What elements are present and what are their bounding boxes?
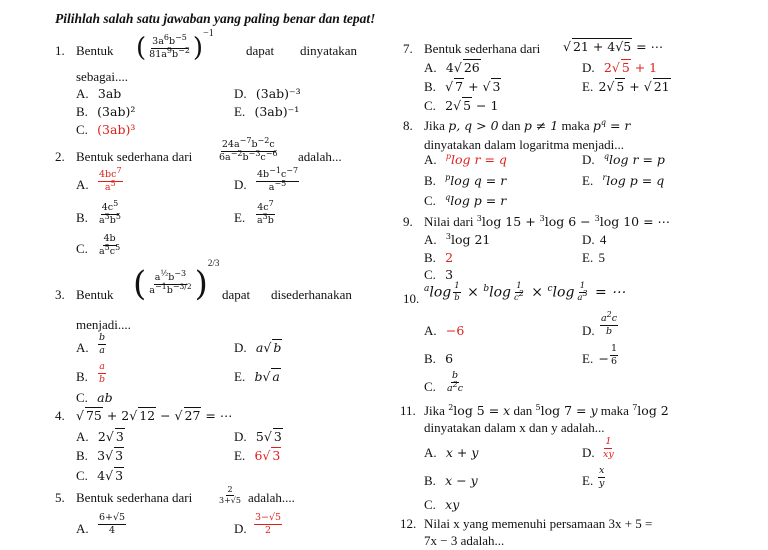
- q9-option-d[interactable]: [582, 233, 606, 247]
- q8-option-a[interactable]: A. $^p$log r = q: [424, 151, 507, 167]
- option-letter: A.: [76, 86, 89, 101]
- q11-text-c: maka: [600, 403, 629, 418]
- option-value: (3ab)²: [97, 104, 136, 119]
- q1-text-c: dinyatakan: [300, 43, 358, 58]
- q1-option-e[interactable]: [234, 105, 299, 119]
- q11-option-e[interactable]: [582, 474, 593, 488]
- q1-number: 1.: [55, 43, 65, 58]
- q3-option-e[interactable]: E. b√ a: [234, 369, 280, 384]
- option-value: (3ab)⁻³: [255, 86, 301, 101]
- q4-expression: √ 75 + 2√ 12 − √ 27 = ⋯: [76, 408, 233, 423]
- q2-option-b[interactable]: [76, 211, 88, 225]
- q11-number: 11.: [400, 403, 416, 418]
- q10-option-e[interactable]: E. −: [582, 351, 609, 366]
- option-letter: E.: [582, 250, 594, 265]
- q8-text-d: dinyatakan dalam logaritma menjadi...: [424, 137, 624, 152]
- option-value: 6: [445, 351, 454, 366]
- q4-option-d[interactable]: D. 5√ 3: [234, 429, 282, 444]
- q1-option-a[interactable]: [76, 87, 121, 101]
- q3-option-b[interactable]: [76, 370, 88, 384]
- q3-text-c: disederhanakan: [271, 287, 352, 302]
- option-letter: E.: [234, 448, 246, 463]
- option-letter: B.: [76, 369, 88, 384]
- q8-text: Jika p, q > 0 dan p ≠ 1 maka $p^q = r$: [424, 117, 631, 133]
- option-value: x − y: [445, 473, 478, 488]
- q5-text: Bentuk sederhana dari: [76, 490, 193, 505]
- option-letter: A.: [76, 177, 89, 192]
- q11-text-b: dan: [513, 403, 533, 418]
- option-letter: D.: [582, 232, 595, 247]
- option-letter: C.: [76, 122, 88, 137]
- option-letter: D.: [582, 60, 595, 75]
- q2-option-d[interactable]: [234, 178, 247, 192]
- instruction-title: Pilihlah salah satu jawaban yang paling benar dan tepat!: [55, 11, 376, 26]
- q9-text: Nilai dari $^3$log 15 + $^3$log 6 − $^3$log 10 = ⋯: [424, 213, 671, 229]
- option-value: x + y: [445, 445, 479, 460]
- option-letter: C.: [424, 497, 436, 512]
- q7-expression: √ 21 + 4√5 = ⋯: [563, 39, 664, 54]
- option-value: 4: [599, 232, 607, 247]
- q1-option-c[interactable]: [76, 123, 135, 137]
- option-value-answer: 2: [445, 250, 454, 265]
- option-letter: E.: [582, 473, 594, 488]
- q8-text-c: maka: [561, 118, 590, 133]
- q5-option-d[interactable]: [234, 522, 247, 536]
- q1-option-b[interactable]: [76, 105, 135, 119]
- q8-option-e[interactable]: E. $^r$log p = q: [582, 172, 665, 188]
- q11-option-b[interactable]: [424, 474, 478, 488]
- q4-option-c[interactable]: C. 4√ 3: [76, 468, 124, 483]
- option-value: ab: [97, 390, 113, 405]
- option-letter: D.: [234, 521, 247, 536]
- q10-option-c-value: $\frac{b}{a^2c}$: [447, 370, 464, 394]
- option-letter: A.: [424, 60, 437, 75]
- q3-option-a[interactable]: [76, 341, 89, 355]
- option-letter: B.: [424, 351, 436, 366]
- q12-number: 12.: [400, 516, 417, 531]
- option-letter: E.: [234, 369, 246, 384]
- option-letter: B.: [76, 104, 88, 119]
- q3-text-b: dapat: [222, 287, 251, 302]
- q11-option-c[interactable]: [424, 498, 459, 512]
- q5-number: 5.: [55, 490, 65, 505]
- q7-number: 7.: [403, 41, 413, 56]
- q3-text: Bentuk: [76, 287, 114, 302]
- q10-expression: $^a$log $\frac{1}{b}$ × $^b$log $\frac{1}{c^2}$ × $^c$log $\frac{1}{a^3}$ = ⋯: [424, 281, 626, 303]
- q12-text: Nilai x yang memenuhi persamaan 3x + 5 =: [424, 516, 653, 531]
- q1-text: Bentuk: [76, 43, 114, 58]
- option-letter: B.: [424, 473, 436, 488]
- q7-option-a[interactable]: A. 4√ 26: [424, 60, 480, 75]
- q11-option-a[interactable]: [424, 446, 478, 460]
- q12-text-b: 7x − 3 adalah...: [424, 533, 505, 548]
- q10-option-a[interactable]: [424, 324, 464, 338]
- q5-option-a[interactable]: [76, 522, 89, 536]
- option-letter: A.: [76, 340, 89, 355]
- q9-option-e[interactable]: [582, 251, 605, 265]
- option-value: 3ab: [97, 86, 122, 101]
- option-letter: C.: [76, 241, 88, 256]
- option-letter: B.: [424, 79, 436, 94]
- q10-option-d[interactable]: [582, 324, 595, 338]
- option-letter: C.: [424, 193, 436, 208]
- option-letter: A.: [424, 232, 437, 247]
- q2-option-c-value: $\frac{4b}{a^5c^5}$: [99, 233, 121, 257]
- q3-option-b-value: $\frac{a}{b}$: [99, 361, 106, 385]
- q2-text-b: adalah...: [298, 149, 342, 164]
- option-letter: C.: [424, 98, 436, 113]
- option-letter: C.: [76, 468, 88, 483]
- option-letter: E.: [234, 104, 246, 119]
- q9-option-a[interactable]: A. $^3$log 21: [424, 231, 491, 247]
- q5-option-a-value: $\frac{6+√5}{4}$: [99, 512, 126, 536]
- q9-option-b[interactable]: [424, 251, 453, 265]
- q10-option-c[interactable]: [424, 380, 436, 394]
- option-letter: E.: [582, 79, 594, 94]
- q4-option-a[interactable]: A. 2√ 3: [76, 429, 124, 444]
- option-value: (3ab)⁻¹: [254, 104, 300, 119]
- q2-option-e-value: $\frac{4c^7}{a^3b}$: [257, 198, 274, 226]
- option-letter: A.: [424, 152, 437, 167]
- q11-text-a: Jika: [424, 403, 445, 418]
- q2-number: 2.: [55, 149, 65, 164]
- option-letter: D.: [582, 152, 595, 167]
- option-letter: D.: [582, 323, 595, 338]
- option-value: xy: [445, 497, 460, 512]
- option-letter: D.: [234, 340, 247, 355]
- option-value: 3: [445, 267, 454, 282]
- q5-option-d-value: $\frac{3-√5}{2}$: [255, 512, 282, 536]
- option-letter: A.: [76, 429, 89, 444]
- q3-text-d: menjadi....: [76, 317, 131, 332]
- q8-text-b: dan: [501, 118, 521, 133]
- option-letter: E.: [582, 351, 594, 366]
- q9-option-c[interactable]: [424, 268, 453, 282]
- q11-option-d-value: $\frac{1}{xy}$: [603, 436, 614, 460]
- option-value-answer: (3ab)³: [97, 122, 136, 137]
- q7-text: Bentuk sederhana dari: [424, 41, 541, 56]
- option-letter: B.: [76, 448, 88, 463]
- q8-option-b[interactable]: B. $^p$log q = r: [424, 172, 507, 188]
- q7-option-e[interactable]: E. 2√ 5 + √ 21: [582, 79, 670, 94]
- option-letter: D.: [234, 429, 247, 444]
- q11-option-e-value: $\frac{x}{y}$: [599, 465, 605, 489]
- option-letter: B.: [76, 210, 88, 225]
- q1-expression: ( $\frac{3a^6b^{-5}}{81a^9b^{-2}}$ )$^{-1}$: [136, 27, 214, 63]
- q2-option-d-value: $\frac{4b^{-1}c^{-7}}{a^{-5}}$: [257, 165, 299, 193]
- q4-option-e[interactable]: E. 6√ 3: [234, 448, 281, 463]
- q3-option-d[interactable]: D. a√ b: [234, 340, 282, 355]
- q9-text-a: Nilai dari: [424, 214, 474, 229]
- option-letter: B.: [424, 250, 436, 265]
- q2-option-e[interactable]: [234, 211, 245, 225]
- option-value-answer: −6: [445, 323, 465, 338]
- q1-text-d: sebagai....: [76, 69, 128, 84]
- q10-option-d-value: $\frac{a^2c}{b}$: [601, 309, 618, 337]
- q4-option-b[interactable]: B. 3√ 3: [76, 448, 124, 463]
- q3-option-a-value: $\frac{b}{a}$: [99, 332, 106, 356]
- q5-text-b: adalah....: [248, 490, 295, 505]
- q10-option-b[interactable]: [424, 352, 453, 366]
- q2-option-a[interactable]: [76, 178, 89, 192]
- q10-number: 10.: [403, 291, 420, 306]
- option-letter: B.: [424, 173, 436, 188]
- q2-option-a-value: $\frac{4bc^7}{a^5}$: [99, 165, 122, 193]
- option-letter: C.: [76, 390, 88, 405]
- q2-option-c[interactable]: [76, 242, 88, 256]
- q7-option-d[interactable]: D. 2√ 5 + 1: [582, 60, 658, 75]
- q3-option-c[interactable]: [76, 391, 113, 405]
- option-letter: E.: [234, 210, 246, 225]
- option-letter: E.: [582, 173, 594, 188]
- q11-option-d[interactable]: [582, 446, 595, 460]
- q2-option-b-value: $\frac{4c^5}{a^3b^5}$: [99, 198, 121, 226]
- q7-option-c[interactable]: C. 2√ 5 − 1: [424, 98, 499, 113]
- q8-option-d[interactable]: D. $^q$log r = p: [582, 151, 665, 167]
- option-letter: A.: [424, 323, 437, 338]
- q10-option-e-value: $\frac{1}{6}$: [611, 343, 618, 367]
- q1-text-b: dapat: [246, 43, 275, 58]
- option-letter: D.: [234, 177, 247, 192]
- q7-option-b[interactable]: B. √ 7 + √ 3: [424, 79, 501, 94]
- option-letter: A.: [424, 445, 437, 460]
- q11-text: Jika $^2$log 5 = x dan $^5$log 7 = y maka $^7$log 2: [424, 402, 669, 418]
- q8-number: 8.: [403, 118, 413, 133]
- option-letter: D.: [582, 445, 595, 460]
- q8-option-c[interactable]: C. $^q$log p = r: [424, 192, 507, 208]
- q1-option-d[interactable]: [234, 87, 301, 101]
- option-letter: C.: [424, 379, 436, 394]
- q3-number: 3.: [55, 287, 65, 302]
- option-letter: A.: [76, 521, 89, 536]
- q4-number: 4.: [55, 408, 65, 423]
- q8-text-a: Jika: [424, 118, 445, 133]
- q2-expression: $\frac{24a^{-7}b^{-2}c}{6a^{-2}b^{-3}c^{-6}}$: [219, 135, 278, 163]
- q11-text-d: dinyatakan dalam x dan y adalah...: [424, 420, 605, 435]
- option-letter: C.: [424, 267, 436, 282]
- option-letter: D.: [234, 86, 247, 101]
- option-value: 5: [598, 250, 605, 265]
- q3-expression: ( $\frac{a^{\frac{1}{2}}b^{-3}}{a^{-1}b^{-3/2}}$ )$^{2/3}$: [133, 258, 220, 304]
- q2-text: Bentuk sederhana dari: [76, 149, 193, 164]
- q9-number: 9.: [403, 214, 413, 229]
- q5-expression: $\frac{2}{3+√5}$: [219, 485, 241, 506]
